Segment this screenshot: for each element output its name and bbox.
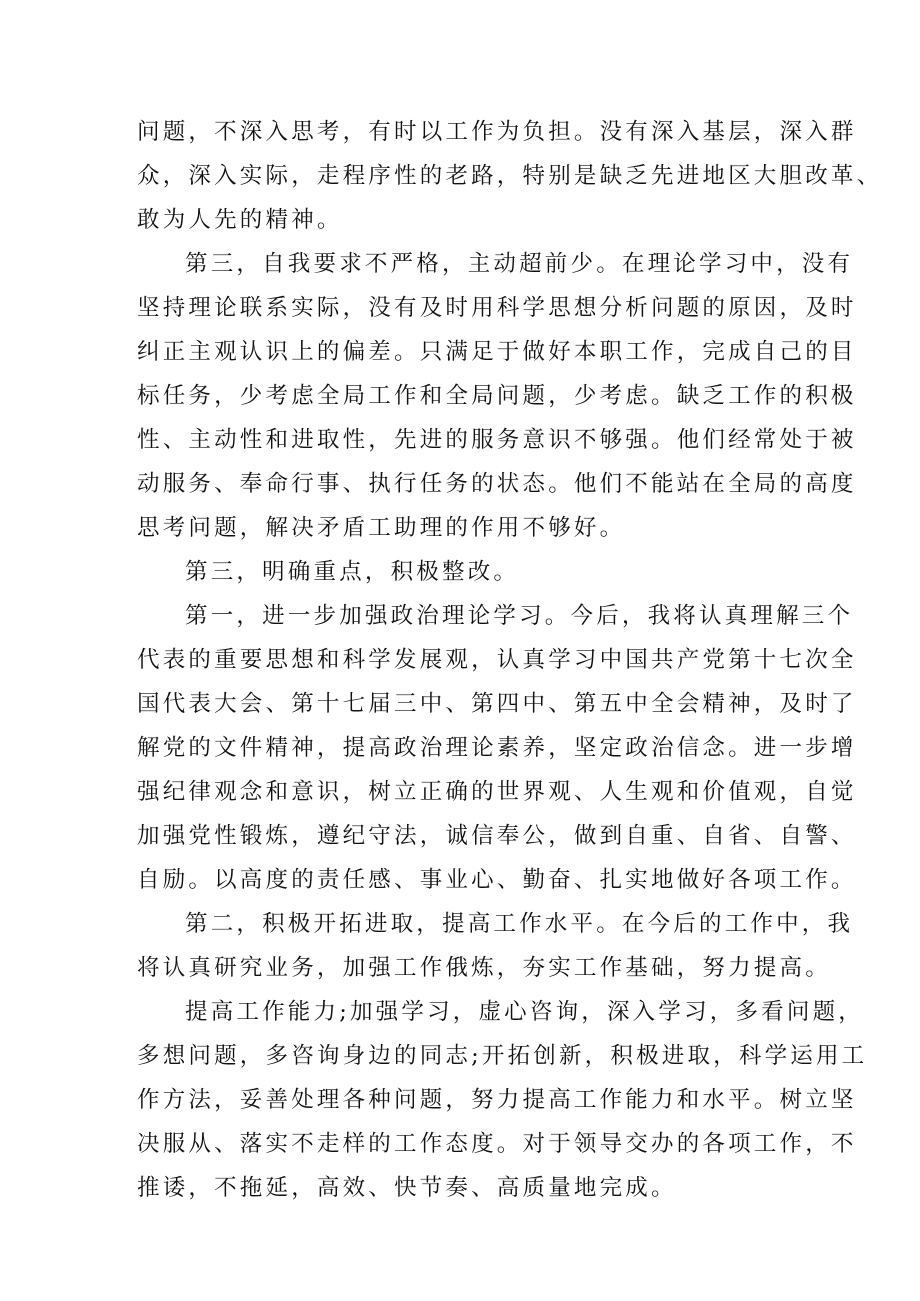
text-line: 坚持理论联系实际，没有及时用科学思想分析问题的原因，及时 — [137, 295, 857, 321]
text-line: 第三，明确重点，积极整改。 — [185, 559, 520, 585]
text-line: 性、主动性和进取性，先进的服务意识不够强。他们经常处于被 — [137, 427, 857, 453]
text-line: 将认真研究业务，加强工作俄炼，夯实工作基础，努力提高。 — [137, 955, 831, 981]
text-line: 思考问题，解决矛盾工助理的作用不够好。 — [137, 515, 626, 541]
text-line: 纠正主观认识上的偏差。只满足于做好本职工作，完成自己的目 — [137, 339, 857, 365]
text-line: 众，深入实际，走程序性的老路，特别是缺乏先进地区大胆改革、 — [137, 163, 883, 189]
text-line: 第一，进一步加强政治理论学习。今后，我将认真理解三个 — [185, 603, 854, 629]
document-body — [137, 110, 883, 1210]
text-line: 国代表大会、第十七届三中、第四中、第五中全会精神，及时了 — [137, 691, 857, 717]
paragraph-second-work-level — [137, 902, 854, 990]
text-line: 代表的重要思想和科学发展观，认真学习中国共产党第十七次全 — [137, 647, 857, 673]
text-line: 解党的文件精神，提高政治理论素养，坚定政治信念。进一步增 — [137, 735, 857, 761]
text-line: 动服务、奉命行事、执行任务的状态。他们不能站在全局的高度 — [137, 471, 857, 497]
paragraph-third-self-requirement — [137, 242, 857, 550]
text-line: 加强党性锻炼，遵纪守法，诚信奉公，做到自重、自省、自警、 — [137, 823, 857, 849]
text-line: 提高工作能力;加强学习，虚心咨询，深入学习，多看问题， — [185, 999, 864, 1025]
text-line: 决服从、落实不走样的工作态度。对于领导交办的各项工作，不 — [137, 1131, 857, 1157]
text-line: 多想问题，多咨询身边的同志;开拓创新，积极进取，科学运用工 — [137, 1043, 868, 1069]
text-line: 敢为人先的精神。 — [137, 207, 343, 233]
text-line: 问题，不深入思考，有时以工作为负担。没有深入基层，深入群 — [137, 119, 857, 145]
text-line: 强纪律观念和意识，树立正确的世界观、人生观和价值观，自觉 — [137, 779, 857, 805]
text-line: 自励。以高度的责任感、事业心、勤奋、扎实地做好各项工作。 — [137, 867, 857, 893]
paragraph-improve-ability — [137, 990, 868, 1210]
section-heading-rectification — [137, 550, 797, 594]
text-line: 推诿，不拖延，高效、快节奏、高质量地完成。 — [137, 1175, 677, 1201]
text-line: 第二，积极开拓进取，提高工作水平。在今后的工作中，我 — [185, 911, 854, 937]
paragraph-continuation-lack-of-reform — [137, 110, 883, 242]
text-line: 第三，自我要求不严格，主动超前少。在理论学习中，没有 — [185, 251, 854, 277]
paragraph-first-political-theory — [137, 594, 857, 902]
text-line: 作方法，妥善处理各种问题，努力提高工作能力和水平。树立坚 — [137, 1087, 857, 1113]
text-line: 标任务，少考虑全局工作和全局问题，少考虑。缺乏工作的积极 — [137, 383, 857, 409]
